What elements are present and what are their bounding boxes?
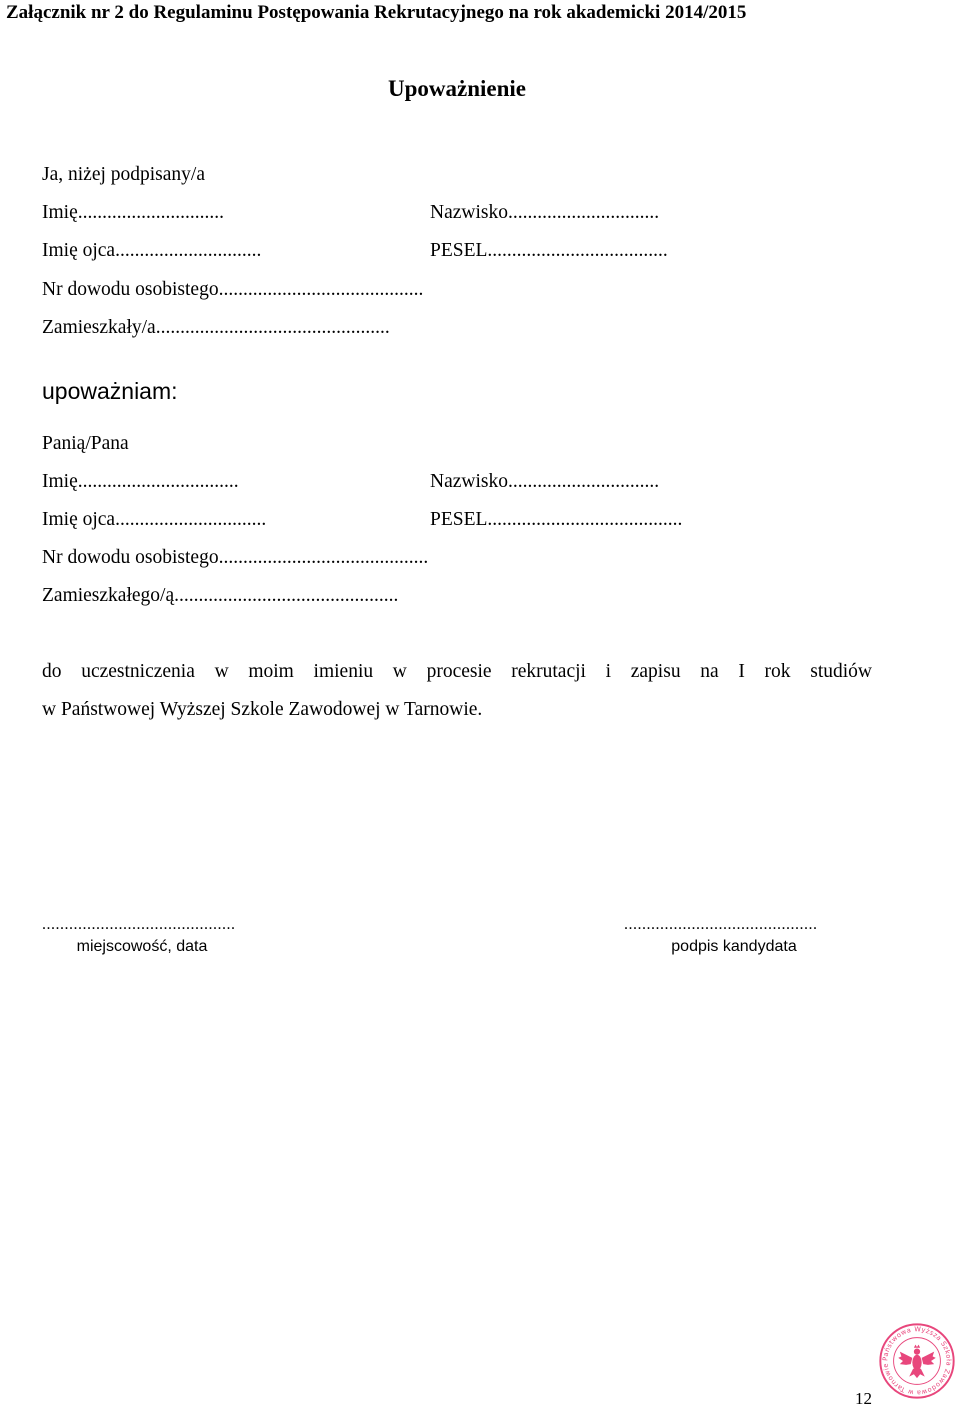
purpose-line-1: do uczestniczenia w moim imieniu w procesie rekrutacji i zapisu na I rok studiów bbox=[42, 661, 872, 682]
grantee-first-name-field: Imię................................. bbox=[42, 471, 239, 492]
grantor-last-name-field: Nazwisko............................... bbox=[430, 202, 660, 223]
grantee-id-number-field: Nr dowodu osobistego........................................... bbox=[42, 547, 429, 568]
grantor-intro: Ja, niżej podpisany/a bbox=[42, 164, 205, 185]
university-seal-icon bbox=[878, 1322, 956, 1400]
authorize-label: upoważniam: bbox=[42, 378, 178, 404]
purpose-line-2: w Państwowej Wyższej Szkole Zawodowej w Tarnowie. bbox=[42, 699, 483, 720]
grantee-intro: Panią/Pana bbox=[42, 433, 129, 454]
seal-text: Państwowa Wyższa Szkoła Zawodowa w Tarnowie bbox=[881, 1325, 953, 1397]
grantor-first-name-field: Imię.............................. bbox=[42, 202, 224, 223]
grantee-pesel-field: PESEL........................................ bbox=[430, 509, 683, 530]
grantor-pesel-field: PESEL..................................... bbox=[430, 240, 668, 261]
signature-dots: ........................................... bbox=[624, 916, 818, 933]
grantor-father-name-field: Imię ojca.............................. bbox=[42, 240, 262, 261]
grantor-address-field: Zamieszkały/a................................................ bbox=[42, 317, 390, 338]
place-date-label: miejscowość, data bbox=[76, 938, 208, 955]
signature-label: podpis kandydata bbox=[671, 938, 797, 955]
document-title: Upoważnienie bbox=[388, 76, 526, 101]
grantee-address-field: Zamieszkałego/ą.............................................. bbox=[42, 585, 399, 606]
document-header: Załącznik nr 2 do Regulaminu Postępowania Rekrutacyjnego na rok akademicki 2014/2015 bbox=[6, 2, 747, 23]
purpose-paragraph bbox=[42, 653, 872, 729]
grantee-father-name-field: Imię ojca............................... bbox=[42, 509, 267, 530]
place-date-dots: ........................................... bbox=[42, 916, 236, 933]
grantee-last-name-field: Nazwisko............................... bbox=[430, 471, 660, 492]
page-number: 12 bbox=[855, 1389, 872, 1408]
grantor-id-number-field: Nr dowodu osobistego.......................................... bbox=[42, 279, 424, 300]
